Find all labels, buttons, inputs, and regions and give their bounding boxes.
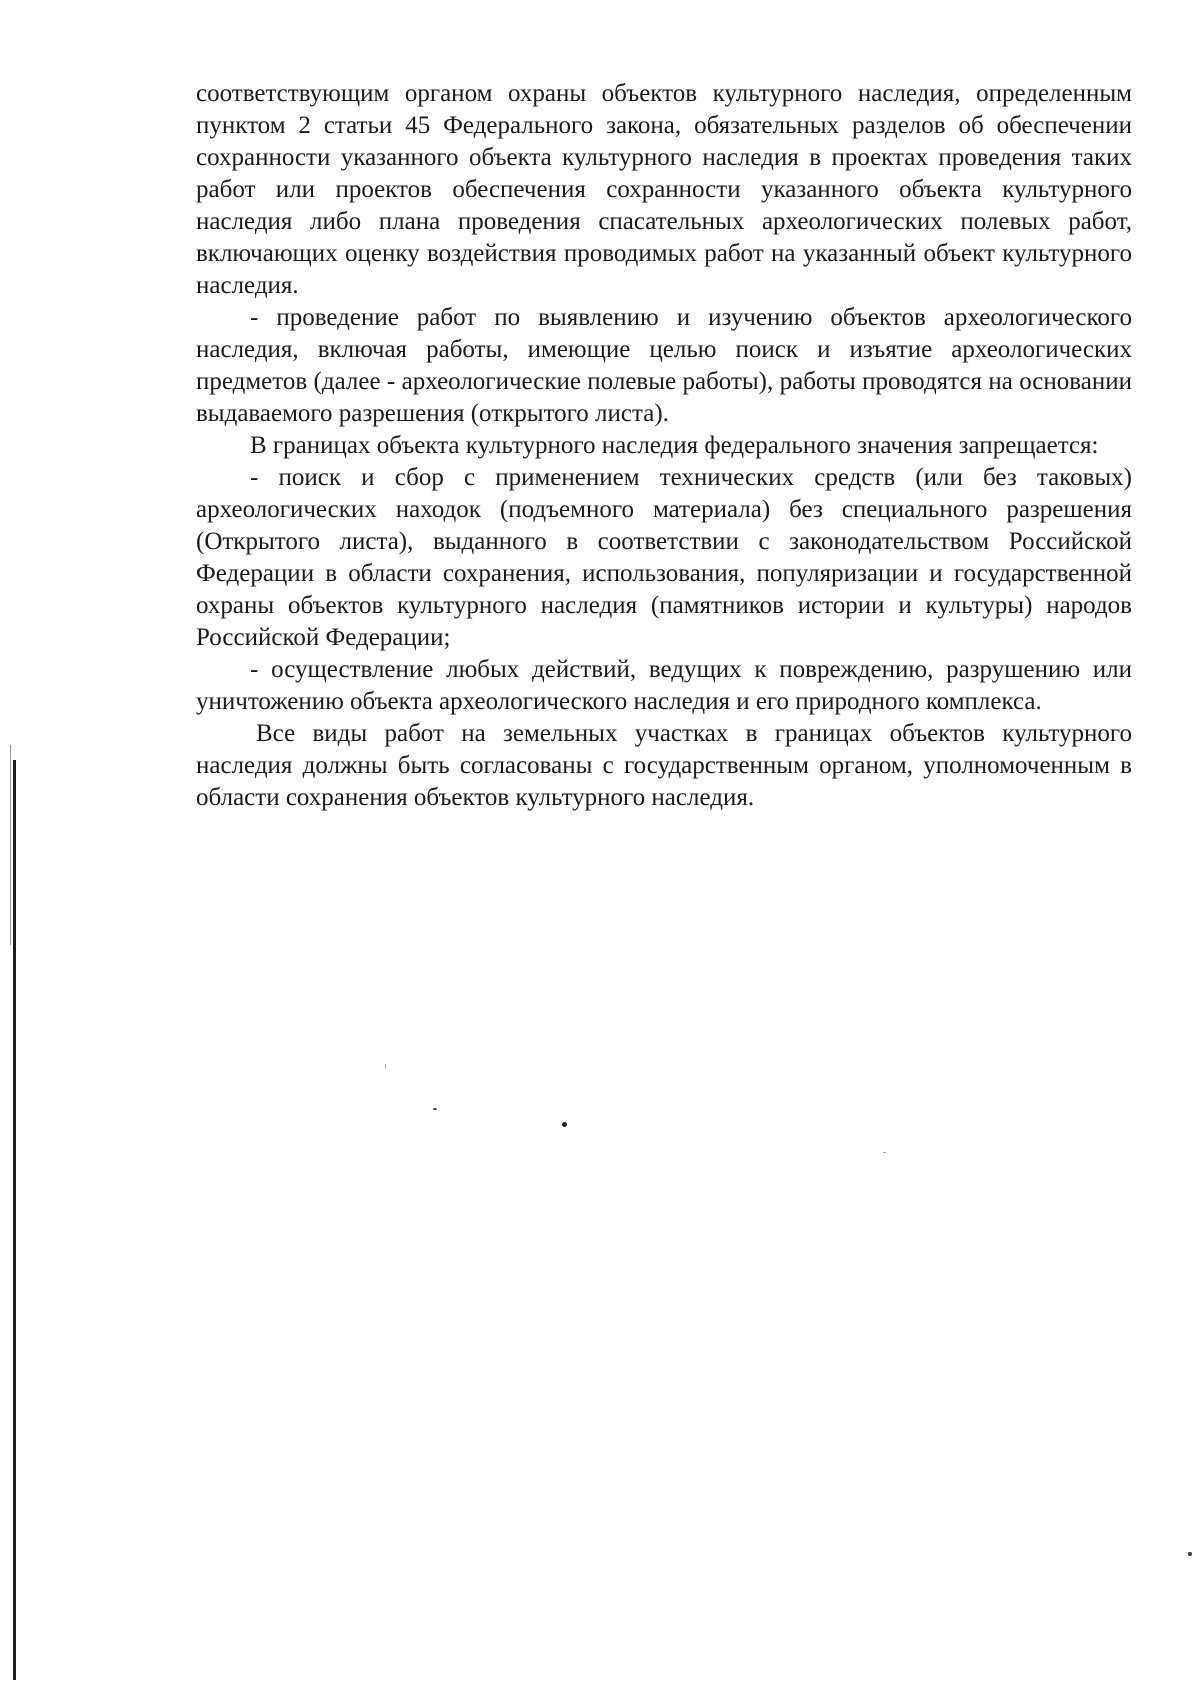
paragraph-prohibition-heading: В границах объекта культурного наследия федерального значения запрещается: xyxy=(250,432,1099,459)
document-body xyxy=(196,78,1132,814)
paragraph-continuation: соответствующим органом охраны объектов культурного наследия, определенным пунктом 2 статьи 45 Федерального закона, обязательных разделов об обеспечении сохранности указанного объекта культурного наследия в проектах проведения таких работ или проектов обеспечения сохранности указанного объекта культурного наследия либо плана проведения спасательных археологических полевых работ, включающих оценку воздействия проводимых работ на указанный объект культурного наследия. xyxy=(196,80,1132,299)
scan-speck xyxy=(1188,1552,1192,1556)
scan-edge-faint-line xyxy=(10,745,11,945)
scan-speck xyxy=(883,1152,886,1153)
scan-speck xyxy=(433,1108,437,1110)
paragraph-field-work: - проведение работ по выявлению и изучению объектов археологического наследия, включая работы, имеющие целью поиск и изъятие археологических предметов (далее - археологические полевые работы), работы проводятся на основании выдаваемого разрешения (открытого листа). xyxy=(196,304,1132,427)
scan-speck xyxy=(562,1122,567,1127)
scan-speck xyxy=(385,1064,386,1069)
paragraph-search-prohibition: - поиск и сбор с применением технических средств (или без таковых) археологических находок (подъемного материала) без специального разрешения (Открытого листа), выданного в соответствии с законодательством Российской Федерации в области сохранения, использования, популяризации и государственной охраны объектов культурного наследия (памятников истории и культуры) народов Российской Федерации; xyxy=(196,464,1132,651)
paragraph-damage-prohibition: - осуществление любых действий, ведущих к повреждению, разрушению или уничтожению объекта археологического наследия и его природного комплекса. xyxy=(196,656,1132,715)
paragraph-approval-requirement: Все виды работ на земельных участках в границах объектов культурного наследия должны быть согласованы с государственным органом, уполномоченным в области сохранения объектов культурного наследия. xyxy=(196,720,1132,811)
scan-edge-line xyxy=(13,760,16,1680)
